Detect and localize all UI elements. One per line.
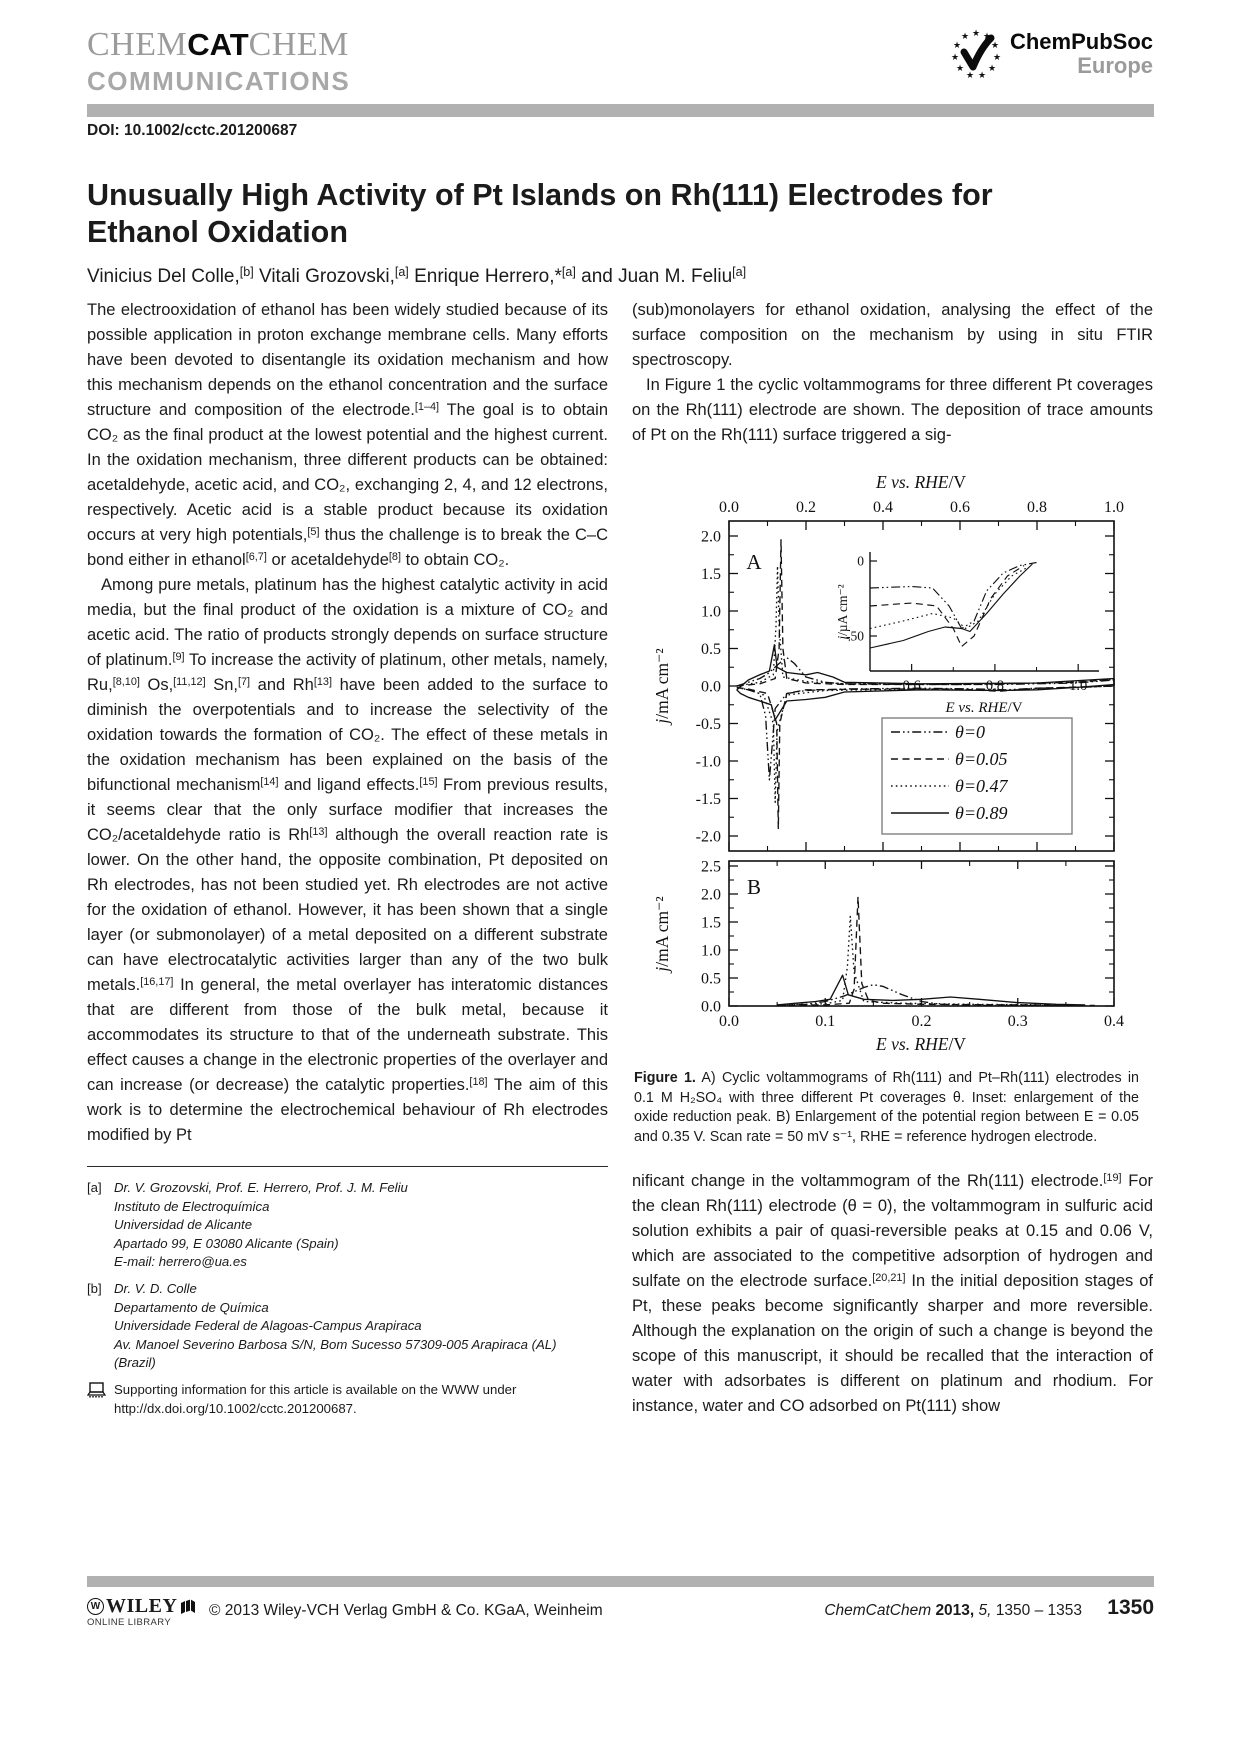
affiliation-b-body <box>114 1280 557 1373</box>
tick-label: 0.0 <box>719 499 739 516</box>
plot-b-x-title: E vs. RHE/V <box>876 1034 966 1054</box>
publisher-name: ChemPubSoc <box>1009 28 1153 54</box>
cv-curve-b-3 <box>777 975 1085 1005</box>
affiliation-b-line: Av. Manoel Severino Barbosa S/N, Bom Sucesso 57309-005 Arapiraca (AL) <box>114 1336 557 1352</box>
tick-label: 0.0 <box>701 998 721 1016</box>
tick-label: 1.0 <box>1104 499 1124 516</box>
tick-label: 1.0 <box>1069 678 1088 694</box>
tick-label: 0.5 <box>701 970 721 988</box>
tick-label: 0.6 <box>950 499 970 516</box>
tick-label: 2.0 <box>701 886 721 904</box>
cv-curve-b-2 <box>777 916 1066 1005</box>
svg-text:★: ★ <box>952 40 962 50</box>
tick-label: 0.4 <box>1104 1013 1124 1030</box>
tick-label: 2.5 <box>701 858 721 876</box>
tick-label: 0.8 <box>1027 499 1047 516</box>
panel-label-a: A <box>746 550 762 574</box>
journal-wordmark <box>87 28 350 94</box>
figure-caption-text: A) Cyclic voltammograms of Rh(111) and Pt–Rh(111) electrodes in 0.1 M H₂SO₄ with three different Pt coverages θ. Inset: enlargement of the oxide reduction peak. B) Enlargement of the potential region between E = 0.05 and 0.35 V. Scan rate = 50 mV s⁻¹, RHE = reference hydrogen electrode. <box>634 1070 1139 1145</box>
figure-1-chart <box>634 466 1139 1061</box>
citation-pages: 1350 – 1353 <box>995 1602 1082 1619</box>
legend-label: θ=0.89 <box>955 803 1008 823</box>
journal-section-label: COMMUNICATIONS <box>87 66 351 96</box>
affiliation-a-line: Instituto de Electroquímica <box>114 1198 270 1214</box>
svg-text:★: ★ <box>971 28 981 38</box>
page-number: 1350 <box>1107 1596 1154 1619</box>
wiley-logo <box>87 1596 196 1628</box>
svg-text:★: ★ <box>965 70 975 80</box>
legend-label: θ=0.47 <box>955 776 1008 796</box>
tick-label: -50 <box>846 628 864 644</box>
wordmark-cat: CAT <box>187 27 249 62</box>
journal-citation <box>824 1602 1082 1620</box>
affiliation-b-line: Departamento de Química <box>114 1299 269 1315</box>
wordmark-chem1: CHEM <box>87 26 188 63</box>
tick-label: 0.0 <box>719 1013 739 1030</box>
affiliation-b-line: (Brazil) <box>114 1355 156 1371</box>
right-column <box>632 298 1153 1419</box>
inset-x-title: E vs. RHE/V <box>945 700 1023 716</box>
tick-label: 0.3 <box>1007 1013 1028 1030</box>
tick-label: 1.5 <box>701 566 721 583</box>
body-paragraph-5: nificant change in the voltammogram of the Rh(111) electrode.[19] For the clean Rh(111) electrode (θ = 0), the voltammogram in sulfuric acid solution exhibits a pair of quasi-reversible peaks at 0.15 and 0.06 V, which are associated to the competitive adsorption of hydrogen and sulfate on the electrode surface.[20,21] In the initial deposition stages of Pt, these peaks become significantly sharper and more reversible. Although the explanation on the origin of such a change is beyond the scope of this manuscript, it should be recalled that the interaction of water with adsorbates is different on platinum and rhodium. For instance, water and CO adsorbed on Pt(111) show <box>632 1172 1153 1415</box>
supporting-info <box>87 1381 608 1418</box>
wiley-wordmark: WILEY <box>106 1595 178 1617</box>
affiliation-b-line: Universidade Federal de Alagoas-Campus Arapiraca <box>114 1318 422 1334</box>
legend-label: θ=0 <box>955 722 985 742</box>
supporting-info-body <box>114 1381 608 1418</box>
body-paragraph-1: The electrooxidation of ethanol has been widely studied because of its possible application in proton exchange membrane cells. Many efforts have been devoted to disentangle its oxidation mechanism and how this mechanism depends on the ethanol concentration and the surface structure and composition of the electrode.[1–4] The goal is to obtain CO₂ as the final product at the lowest potential and the highest current. In the oxidation mechanism, three different products can be obtained: acetaldehyde, acetic acid, and CO₂, exchanging 2, 4, and 12 electrons, respectively. Acetic acid is a stable product because its oxidation occurs at very high potentials,[5] thus the challenge is to break the C–C bond either in ethanol[6,7] or acetaldehyde[8] to obtain CO₂. <box>87 301 609 569</box>
laptop-icon <box>87 1381 114 1418</box>
copyright: © 2013 Wiley-VCH Verlag GmbH & Co. KGaA, Weinheim <box>209 1602 603 1619</box>
svg-text:★: ★ <box>950 52 960 62</box>
svg-text:★: ★ <box>990 40 1000 50</box>
citation-journal: ChemCatChem <box>824 1602 932 1619</box>
legend-label: θ=0.05 <box>955 749 1008 769</box>
inset-y-title: j/µA cm⁻² <box>835 584 850 640</box>
footer-divider-bar <box>87 1576 1154 1587</box>
citation-volume: 5, <box>978 1602 992 1619</box>
svg-text:★: ★ <box>960 31 970 41</box>
footnotes-block <box>87 1166 608 1418</box>
tick-label: -1.5 <box>695 791 721 808</box>
wiley-logo-top <box>87 1596 196 1616</box>
inset-curve-1 <box>870 566 1024 647</box>
svg-text:★: ★ <box>982 31 992 41</box>
figure-1 <box>634 466 1139 1147</box>
tick-label: 0.5 <box>701 641 721 658</box>
tick-label: 1.0 <box>701 603 721 621</box>
chempubsoc-star-ring-icon <box>949 26 1003 82</box>
affiliation-a-line: Apartado 99, E 03080 Alicante (Spain) <box>114 1235 339 1251</box>
body-paragraph-2: Among pure metals, platinum has the highest catalytic activity in acid media, but the final product of the oxidation is a mixture of CO₂ and acetic acid. The ratio of products strongly depends on surface structure of platinum.[9] To increase the activity of platinum, other metals, namely, Ru,[8,10] Os,[11,12] Sn,[7] and Rh[13] have been added to the surface to diminish the overpotentials and to increase the selectivity of the oxidation towards the formation of CO₂. The effect of these metals in the oxidation mechanism has been explained on the basis of the bifunctional mechanism[14] and ligand effects.[15] From previous results, it seems clear that the only surface modifier that increases the CO₂/acetaldehyde ratio is Rh[13] although the overall reaction rate is lower. On the other hand, the opposite combination, Pt deposited on Rh electrodes, has not been studied yet. Rh electrodes are not active for the oxidation of ethanol. However, it has been shown that a single layer (or submonolayer) of a metal deposited on a different substrate can have electrocatalytic activities larger than any of the two bulk metals.[16,17] In general, the metal overlayer has interatomic distances that are different from those of the bulk metal, because it accommodates its structure to that of the underneath substrate. This effect causes a change in the electronic properties of the overlayer and can increase (or decrease) the catalytic properties.[18] The aim of this work is to determine the electrochemical behaviour of Rh electrodes modified by Pt <box>87 576 609 1144</box>
svg-text:★: ★ <box>992 52 1002 62</box>
citation-year: 2013, <box>935 1602 975 1619</box>
wiley-subtitle: ONLINE LIBRARY <box>87 1617 172 1628</box>
tick-label: 0.2 <box>911 1013 932 1030</box>
wordmark-chem2: CHEM <box>248 26 349 63</box>
tick-label: 0.1 <box>815 1013 836 1030</box>
plot-b-y-title: j/mA cm⁻² <box>652 896 672 972</box>
tick-label: -1.0 <box>695 753 721 771</box>
email-link[interactable]: E-mail: herrero@ua.es <box>114 1254 247 1270</box>
svg-text:★: ★ <box>955 63 965 73</box>
plot-a-y-title: j/mA cm⁻² <box>652 648 672 724</box>
tick-label: -2.0 <box>695 828 721 846</box>
tick-label: 0.4 <box>873 499 893 516</box>
tick-label: 2.0 <box>701 528 721 546</box>
affiliation-a-label: [a] <box>87 1180 102 1195</box>
supporting-info-text: Supporting information for this article is available on the WWW under <box>114 1381 517 1397</box>
tick-label: 1.5 <box>701 914 721 932</box>
header-divider-bar <box>87 104 1154 117</box>
tick-label: 0.2 <box>796 499 816 516</box>
cv-curve-b-1 <box>777 897 1095 1006</box>
figure-1-caption <box>634 1069 1139 1147</box>
affiliation-a-line: Dr. V. Grozovski, Prof. E. Herrero, Prof. J. M. Feliu <box>114 1180 408 1195</box>
doi-line: DOI: 10.1002/cctc.201200687 <box>87 122 298 139</box>
affiliation-b-line: Dr. V. D. Colle <box>114 1280 197 1296</box>
figure-caption-label: Figure 1. <box>634 1070 696 1086</box>
tick-label: -0.5 <box>695 716 721 733</box>
body-paragraph-4: In Figure 1 the cyclic voltammograms for three different Pt coverages on the Rh(111) electrode are shown. The deposition of trace amounts of Pt on the Rh(111) surface triggered a sig- <box>632 376 1153 444</box>
cv-curve-a-3 <box>737 645 1114 720</box>
plot-b-box <box>729 861 1114 1006</box>
plot-a-x-title: E vs. RHE/V <box>876 472 966 492</box>
panel-label-b: B <box>746 875 762 899</box>
tick-label: 1.0 <box>701 942 721 960</box>
wiley-w-icon: W <box>87 1598 104 1615</box>
supporting-info-link[interactable]: http://dx.doi.org/10.1002/cctc.201200687. <box>114 1400 357 1416</box>
svg-text:★: ★ <box>977 70 987 80</box>
svg-text:★: ★ <box>987 63 997 73</box>
left-column <box>87 298 608 1426</box>
publisher-logo <box>949 26 1153 82</box>
footer <box>87 1594 1154 1644</box>
tick-label: 0.6 <box>902 678 921 694</box>
affiliation-a <box>87 1179 608 1272</box>
authors: Vinicius Del Colle,[b] Vitali Grozovski,[a] Enrique Herrero,*[a] and Juan M. Feliu[a] <box>87 265 747 287</box>
publisher-region: Europe <box>1077 53 1153 78</box>
books-icon <box>179 1598 196 1615</box>
tick-label: 0.0 <box>701 678 721 696</box>
publisher-name-block <box>1010 30 1153 78</box>
journal-wordmark-line1 <box>87 28 350 62</box>
affiliation-a-line: Universidad de Alicante <box>114 1217 253 1233</box>
inset-curve-2 <box>870 567 1028 629</box>
inset-curve-3 <box>870 564 1032 648</box>
affiliation-b <box>87 1280 608 1373</box>
tick-label: 0.8 <box>985 678 1004 694</box>
body-paragraph-3: (sub)monolayers for ethanol oxidation, analysing the effect of the surface composition on the mechanism by using in situ FTIR spectroscopy. <box>632 301 1153 369</box>
affiliation-a-body <box>114 1179 408 1272</box>
inset-curve-0 <box>870 563 1037 629</box>
page-title: Unusually High Activity of Pt Islands on Rh(111) Electrodes for Ethanol Oxidation <box>87 178 993 250</box>
affiliation-b-label: [b] <box>87 1280 102 1296</box>
tick-label: 0 <box>857 553 864 569</box>
